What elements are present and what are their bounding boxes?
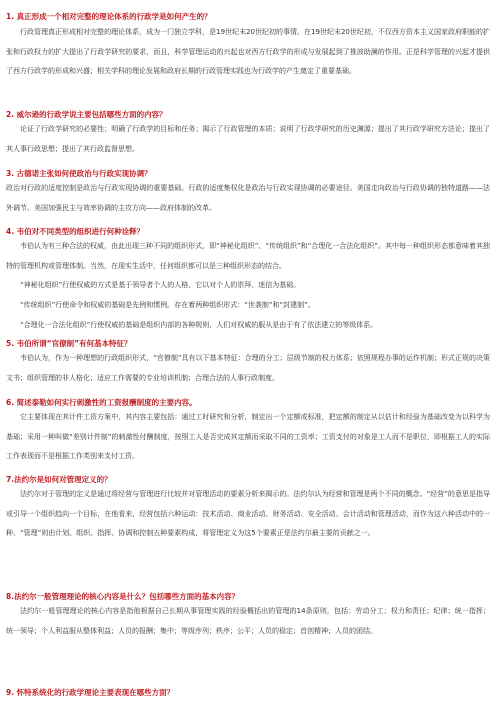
answer-paragraph: 韦伯认为，作为一种理想的行政组织形式，“官僚制”具有以下基本特征：合理的分工；层级节制的权力体系；依照规程办事的运作机制；形式正规的决策文书；组织管理的非人格化；适应工作需要的专业培训机制；合理合法的人事行政制度。 [6, 354, 490, 382]
answer-paragraph: “神秘化组织”行使权威的方式是基于领导者个人的人格，它以对个人的崇拜、迷信为基础。 [20, 281, 301, 289]
answer-paragraph: 政治对行政的适度控制是政治与行政实现协调的重要基础。行政的适度集权化是政治与行政实现协调的必要途径。美国走向政治与行政协调的独特道路——法外调节。美国加强民主与效率协调的主攻方向——政府体制的改革。 [6, 184, 490, 212]
question-heading-5: 5. 韦伯所谓“官僚制”有何基本特征？ [6, 339, 132, 348]
question-heading-3: 3. 古德诺主张如何使政治与行政实现协调？ [6, 169, 152, 178]
question-heading-9: 9. 怀特系统化的行政学理论主要表现在哪些方面？ [6, 688, 175, 697]
answer-paragraph: 韦伯认为有三种合法的权威，由此出现三种不同的组织形式，即“神秘化组织”、“传统组织”和“合理化一合法化组织”。其中每一种组织形态都意味着其独特的管理机构或管理体制。当然，在现实生活中，任何组织都可以是三种组织形态的结合。 [6, 242, 490, 270]
question-heading-8: 8.法约尔一般管理理论的核心内容是什么？包括哪些方面的基本内容？ [6, 592, 240, 601]
question-heading-1: 1. 真正形成一个相对完整的理论体系的行政学是如何产生的？ [6, 12, 212, 21]
answer-paragraph: 它主要体现在其计件工资方案中，其内容主要包括：通过工时研究和分析，制定出一个定额或标准，把定额的制定从以估计和经验为基础改变为以科学为基础；采用一种叫做“差别计件制”的刺激性付酬制度，按照工人是否完成其定额而采取不同的工资率；工资支付的对象是工人而不是职位，即根据工人的实际工作表现而不是根据工作类别来支付工资。 [6, 413, 490, 461]
answer-paragraph: 法约尔一般管理理论的核心内容是指他根据自己长期从事管理实践的经验概括出的管理的14条原则，包括：劳动分工；权力和责任；纪律；统一指挥；统一领导；个人利益服从整体利益；人员的报酬；集中；等级序列；秩序；公平；人员的稳定；首创精神；人员的团结。 [6, 607, 490, 635]
question-heading-7: 7.法约尔是如何对管理定义的？ [6, 475, 112, 484]
question-heading-6: 6. 简述泰勒如何实行刺激性的工资报酬制度的主要内容。 [6, 398, 197, 407]
question-heading-4: 4. 韦伯对不同类型的组织进行何种诠释？ [6, 227, 145, 236]
answer-paragraph: “传统组织”行使命令和权威的基础是先例和惯例。存在着两种组织形式：“世袭制”和“封建制”。 [20, 301, 315, 309]
question-heading-2: 2. 威尔逊的行政学说主要包括哪些方面的内容？ [6, 110, 167, 119]
answer-paragraph: “合理化一合法化组织”行使权威的基础是组织内部的各种规则，人们对权威的服从是由于有了依法建立的等级体系。 [20, 321, 378, 329]
answer-paragraph: 行政管理真正形成相对完整的理论体系，成为一门独立学科，是19世纪末20世纪初的事情。在19世纪末20世纪初，不仅西方资本主义国家政府职能的扩张和行政权力的扩大提出了行政学研究的要求，而且，科学管理运动的兴起也对西方行政学的形成与发展起到了推波助澜的作用。正是科学管理的兴起才提供了西方行政学的形成和兴盛；相关学科的理论发展和政府长期的行政管理实践也为行政学的产生奠定了重要基础。 [6, 28, 490, 76]
answer-paragraph: 法约尔对于管理的定义是通过将经营与管理进行比较并对管理活动的要素分析来揭示的。法约尔认为经营和管理是两个不同的概念。“经营”的意思是指导或引导一个组织趋向一个目标，在他看来，经营包括六种运动：技术活动、商业活动、财务活动、安全活动、会计活动和管理活动，而作为这六种活动中的一种，“管理”则由计划、组织、指挥、协调和控制五种要素构成，将管理定义为这5个要素正是法约尔最主要的贡献之一。 [6, 490, 490, 538]
answer-paragraph: 论证了行政学研究的必要性；明确了行政学的目标和任务；揭示了行政管理的本质；说明了行政学研究的历史渊源；提出了其行政学研究方法论；提出了其人事行政思想；提出了其行政监督思想。 [6, 125, 490, 153]
